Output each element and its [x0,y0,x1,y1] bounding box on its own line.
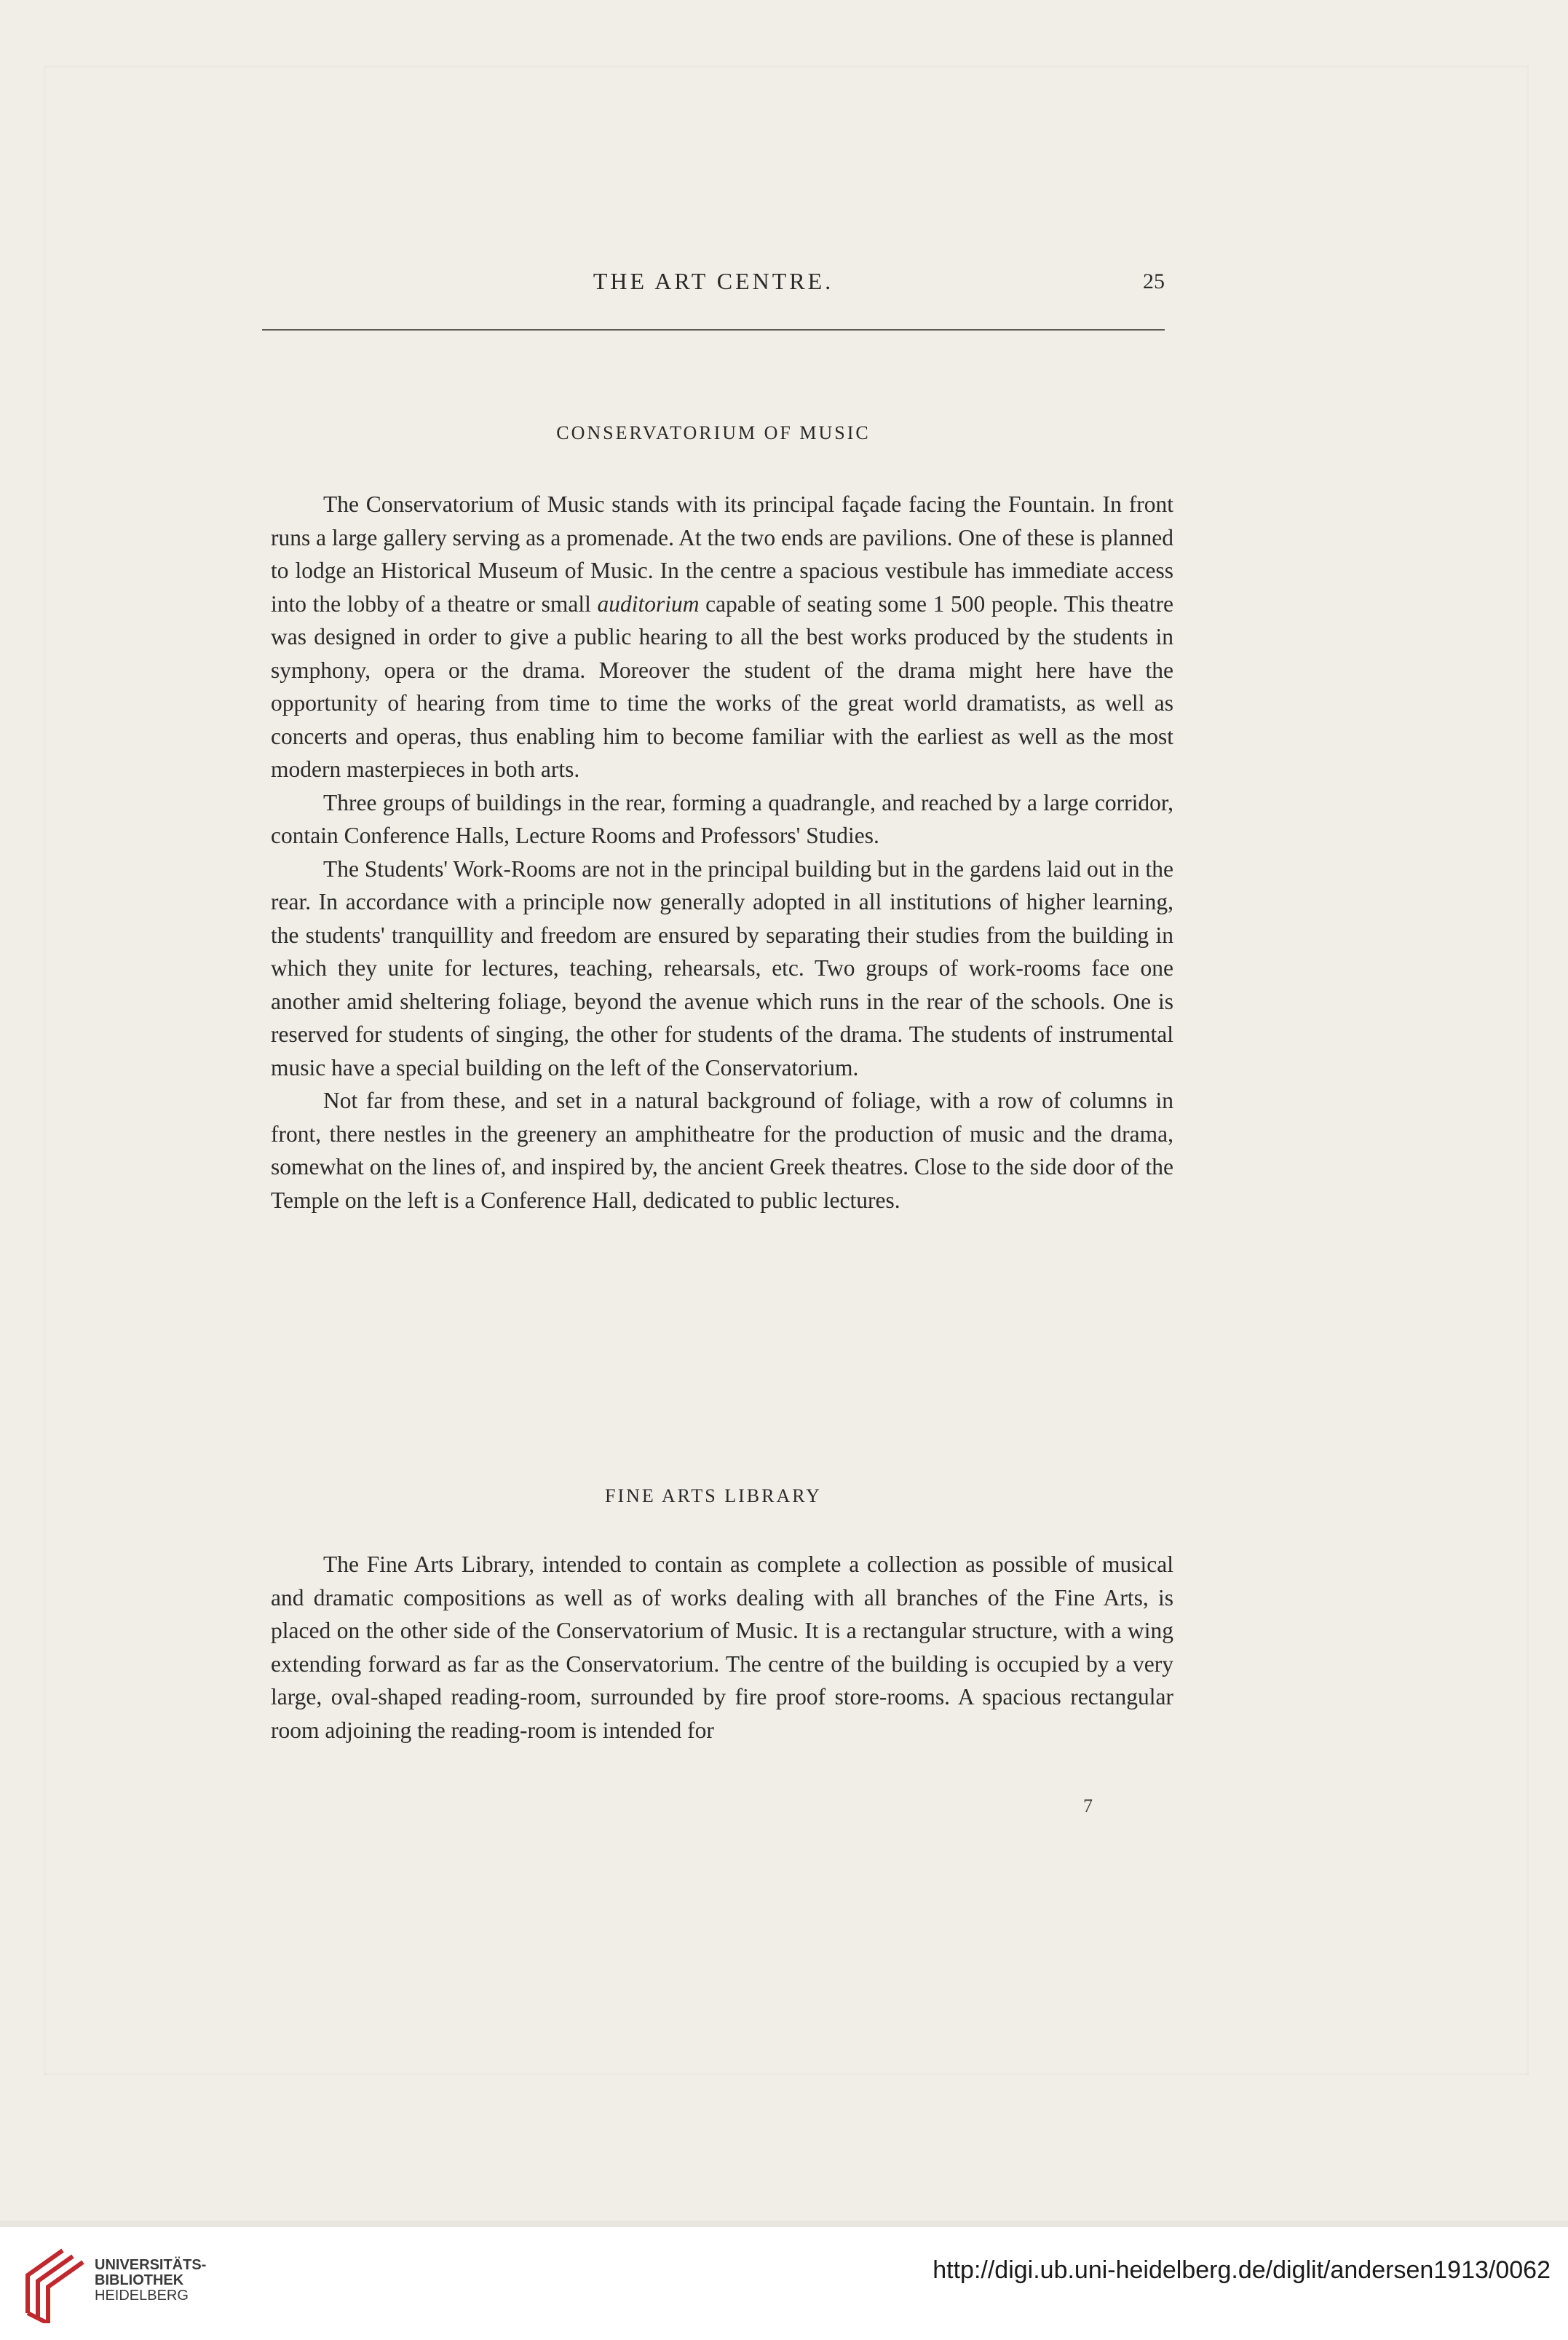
logo-line-1: UNIVERSITÄTS- [95,2257,207,2273]
header-rule [262,329,1165,331]
logo-line-2: BIBLIOTHEK [95,2272,184,2288]
library-logo-text [95,2258,206,2304]
page-number: 25 [1143,269,1165,293]
logo-line-3: HEIDELBERG [95,2288,189,2304]
paragraph: The Students' Work-Rooms are not in the principal building but in the gardens laid out in the rear. In accordance with a principle now generally adopted in all institutions of higher learning, the students' tranquillity and freedom are ensured by separating their studies from the building in which they unite for lectures, teaching, rehearsals, etc. Two groups of work-rooms face one another amid sheltering foliage, beyond the avenue which runs in the rear of the schools. One is reserved for students of singing, the other for students of the drama. The students of instrumental music have a special building on the left of the Conservatorium. [271,855,1173,1080]
footer-bar [0,2226,1568,2340]
paragraph: Three groups of buildings in the rear, forming a quadrangle, and reached by a large corridor, contain Conference Halls, Lecture Rooms and Professors' Studies. [271,789,1173,848]
running-title: THE ART CENTRE. [593,268,834,294]
paragraph: The Fine Arts Library, intended to contain as complete a collection as possible of musical and dramatic compositions as well as of works dealing with all branches of the Fine Arts, is placed on the other side of the Conservatorium of Music. It is a rectangular structure, with a wing extending forward as far as the Conservatorium. The centre of the building is occupied by a very large, oval-shaped reading-room, surrounded by fire proof store-rooms. A spacious rectangular room adjoining the reading-room is intended for [271,1552,1173,1743]
section-title-library: FINE ARTS LIBRARY [605,1485,822,1506]
section-body-conservatorium [271,488,1173,1217]
library-logo-icon [20,2243,93,2323]
signature-mark: 7 [1083,1795,1093,1817]
paragraph: Not far from these, and set in a natural background of foliage, with a row of columns in front, there nestles in the greenery an amphitheatre for the production of music and the drama, somewhat on the lines of, and inspired by, the ancient Greek theatres. Close to the side door of the Temple on the left is a Conference Hall, dedicated to public lectures. [271,1088,1173,1213]
section-title-conservatorium: CONSERVATORIUM OF MUSIC [556,422,871,443]
italic-term: auditorium [597,590,700,617]
paragraph: The Conservatorium of Music stands with its principal façade facing the Fountain. In front runs a large gallery serving as a promenade. At the two ends are pavilions. One of these is planned to lodge an Historical Museum of Music. In the centre a spacious vestibule has immediate access into the lobby of a theatre or small auditorium capable of seating some 1 500 people. This theatre was designed in order to give a public hearing to all the best works produced by the students in symphony, opera or the drama. Moreover the student of the drama might here have the opportunity of hearing from time to time the works of the great world dramatists, as well as concerts and operas, thus enabling him to become familiar with the earliest as well as the most modern masterpieces in both arts. [271,491,1174,782]
section-body-library [271,1548,1173,1747]
source-url-link[interactable]: http://digi.ub.uni-heidelberg.de/diglit/andersen1913/0062 [933,2256,1551,2284]
running-head [262,268,1165,312]
